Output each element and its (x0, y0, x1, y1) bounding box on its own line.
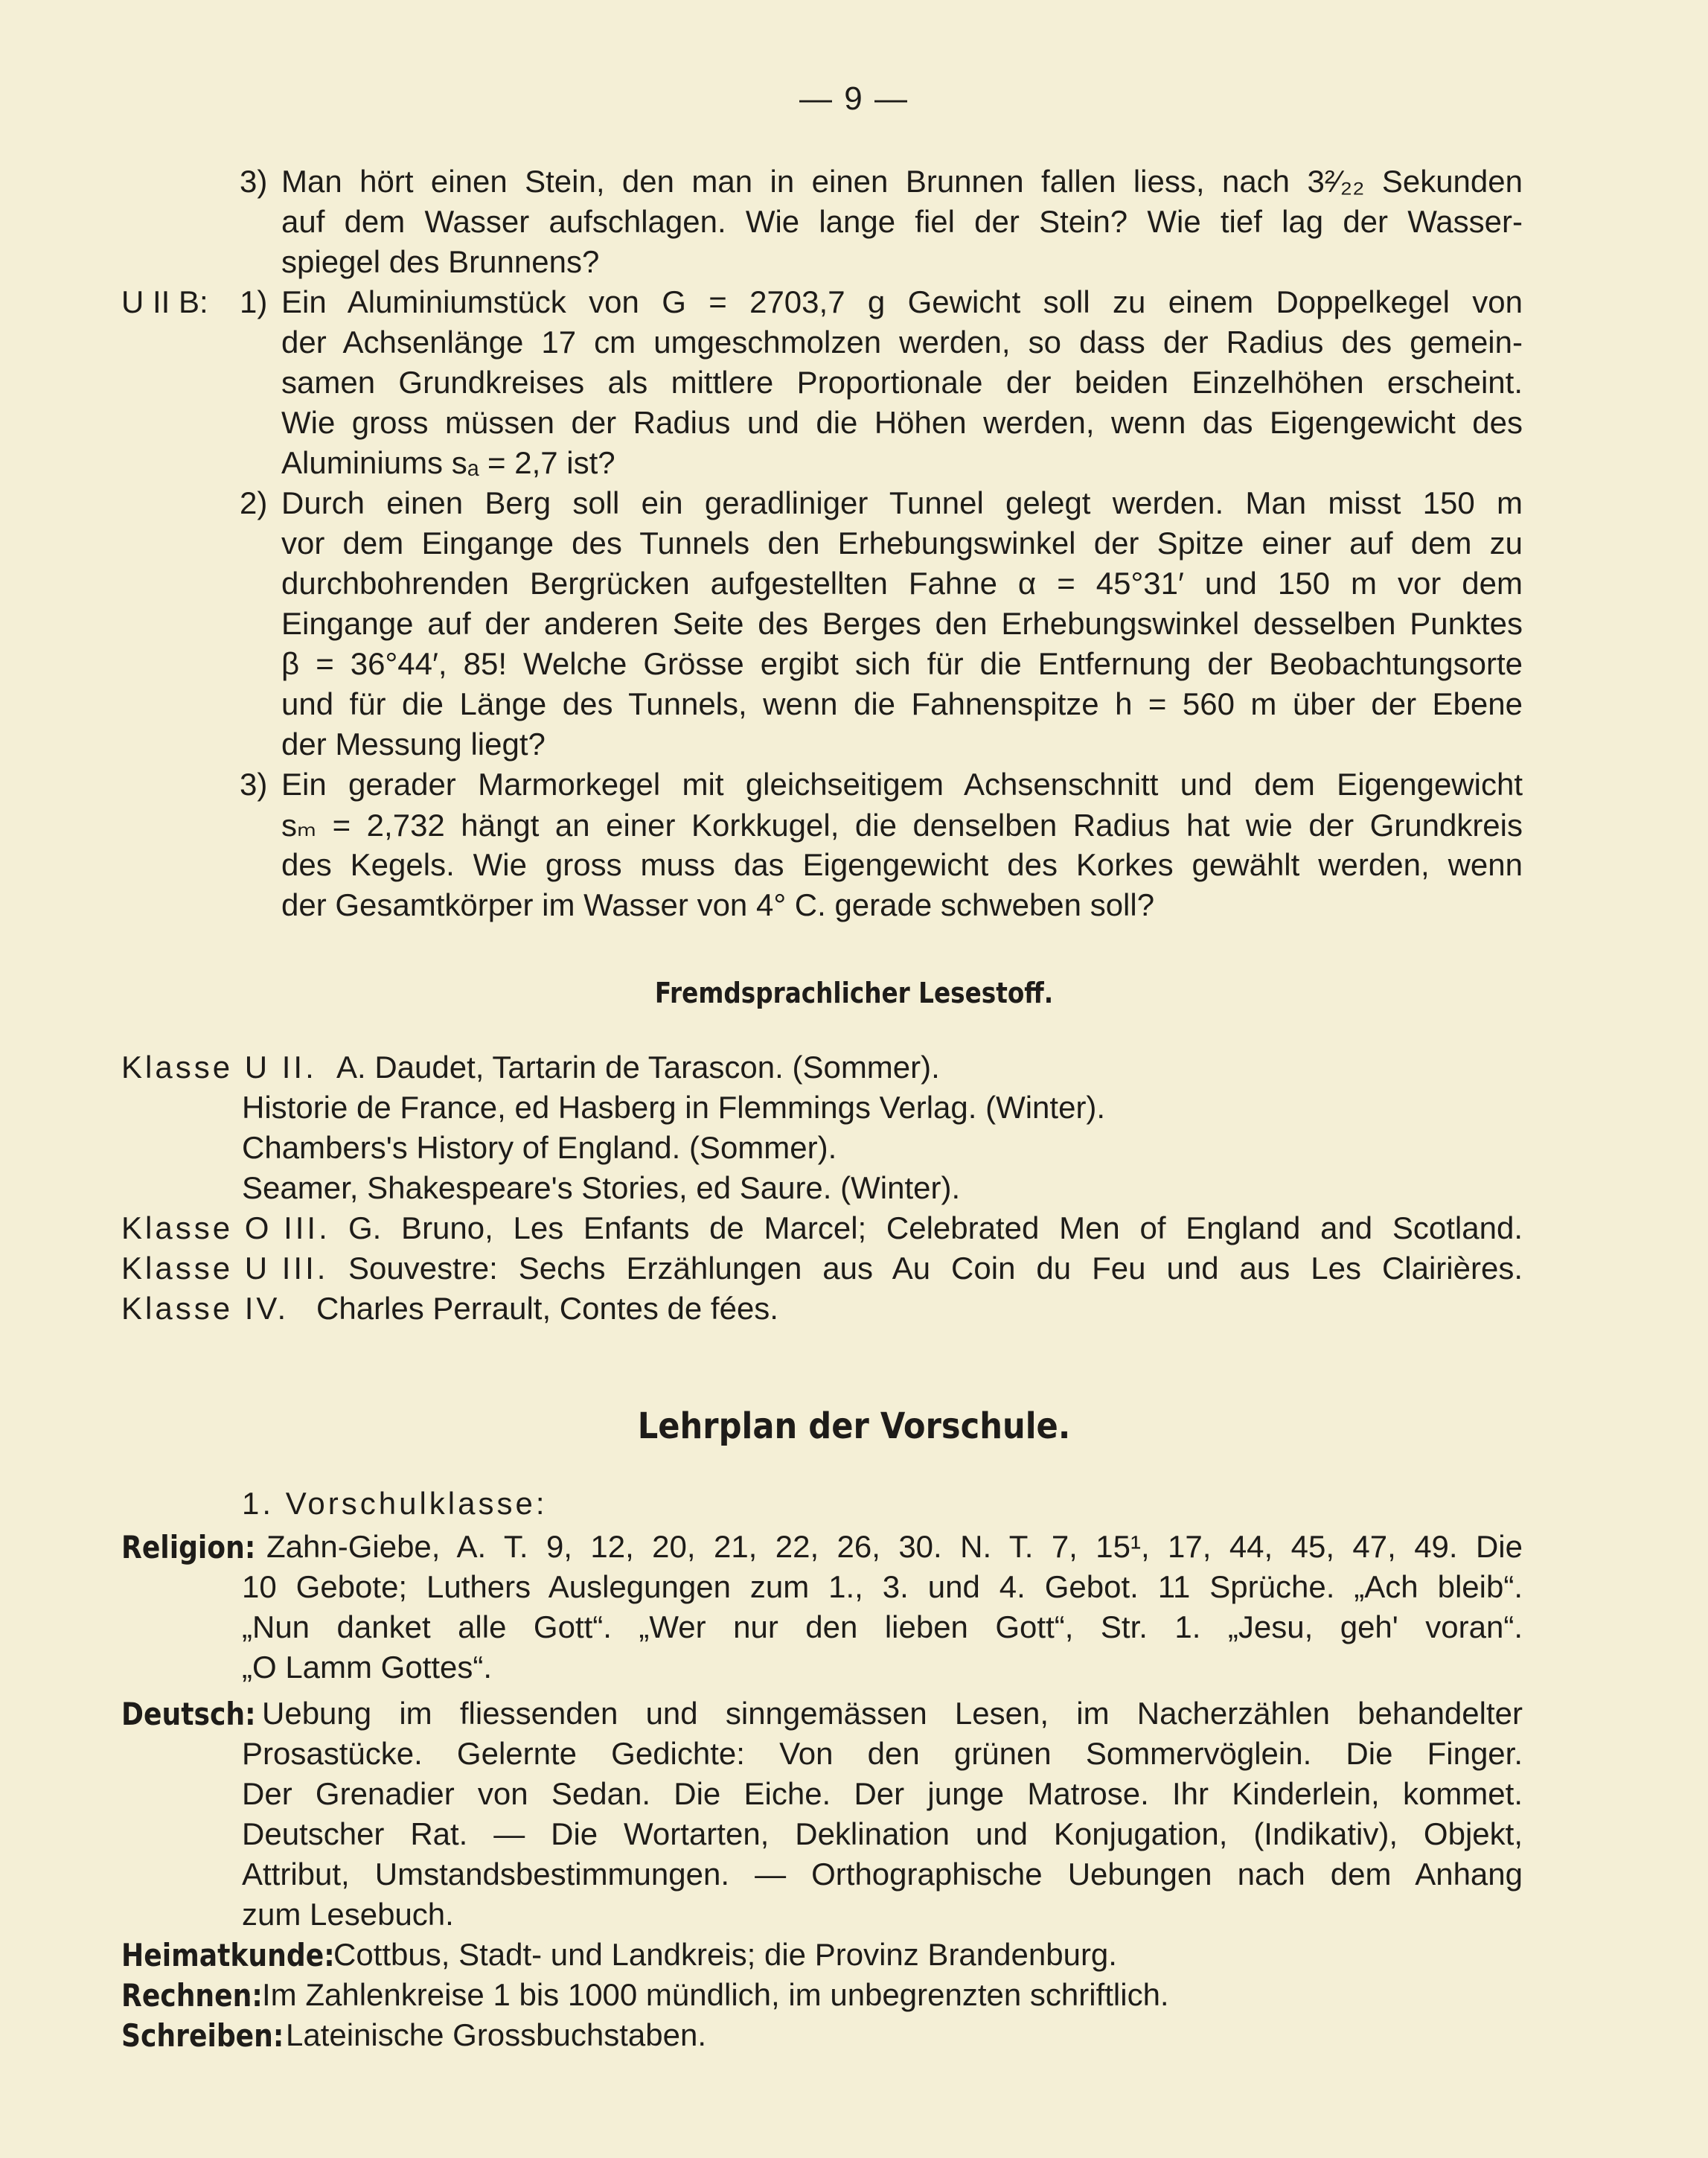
reading-entry: Chambers's History of England. (Sommer). (242, 1130, 837, 1165)
klasse-label: Klasse O III. (121, 1210, 330, 1245)
problem-line: durchbohrenden Bergrücken aufgestellten Fahne α = 45°31′ und 150 m vor dem (281, 566, 1523, 601)
subject-label-heimatkunde: Heimatkunde: (121, 1937, 335, 1973)
subject-line: Der Grenadier von Sedan. Die Eiche. Der junge Matrose. Ihr Kinderlein, kommet. (242, 1776, 1523, 1811)
problem-line: β = 36°44′, 85! Welche Grösse ergibt sich für die Entfernung der Beobachtungsorte (281, 646, 1523, 681)
problem-number: 1) (240, 284, 268, 319)
problem-line: Aluminiums sₐ = 2,7 ist? (281, 445, 615, 480)
problem-line: sₘ = 2,732 hängt an einer Korkkugel, die denselben Radius hat wie der Grundkreis (281, 808, 1523, 843)
subject-line: Attribut, Umstandsbestimmungen. — Orthographische Uebungen nach dem Anhang (242, 1857, 1523, 1892)
problem-line: der Gesamtkörper im Wasser von 4° C. gerade schweben soll? (281, 887, 1155, 922)
problem-line: des Kegels. Wie gross muss das Eigengewicht des Korkes gewählt werden, wenn (281, 847, 1523, 882)
subject-line: 10 Gebote; Luthers Auslegungen zum 1., 3. und 4. Gebot. 11 Sprüche. „Ach bleib“. (242, 1569, 1523, 1604)
section-heading-vorschule: Lehrplan der Vorschule. (637, 1405, 1071, 1447)
subject-label-rechnen: Rechnen: (121, 1977, 263, 2014)
problem-line: und für die Länge des Tunnels, wenn die Fahnenspitze h = 560 m über der Ebene (281, 686, 1523, 721)
problem-line: Ein Aluminiumstück von G = 2703,7 g Gewicht soll zu einem Doppelkegel von (281, 284, 1523, 319)
subject-label-religion: Religion: (121, 1529, 256, 1565)
subject-line: „Nun danket alle Gott“. „Wer nur den lieben Gott“, Str. 1. „Jesu, geh' voran“. (242, 1609, 1523, 1644)
page-number: — 9 — (799, 80, 909, 117)
subject-label-deutsch: Deutsch: (121, 1696, 256, 1732)
klasse-label: Klasse U II. (121, 1050, 317, 1085)
reading-entry: Souvestre: Sechs Erzählungen aus Au Coin du Feu und aus Les Clairières. (348, 1251, 1523, 1286)
subject-line: Zahn-Giebe, A. T. 9, 12, 20, 21, 22, 26, 30. N. T. 7, 15¹, 17, 44, 45, 47, 49. Die (266, 1529, 1523, 1564)
reading-entry: Seamer, Shakespeare's Stories, ed Saure. (Winter). (242, 1170, 961, 1205)
problem-line: spiegel des Brunnens? (281, 244, 600, 279)
subject-label-schreiben: Schreiben: (121, 2017, 284, 2054)
section-heading-fremdsprachlich: Fremdsprachlicher Lesestoff. (654, 977, 1054, 1009)
class-label-uiib: U II B: (121, 284, 208, 319)
problem-number: 3) (240, 164, 268, 199)
problem-line: samen Grundkreises als mittlere Proportionale der beiden Einzelhöhen erscheint. (281, 365, 1523, 400)
reading-entry: Historie de France, ed Hasberg in Flemmings Verlag. (Winter). (242, 1090, 1106, 1125)
subject-line: Prosastücke. Gelernte Gedichte: Von den grünen Sommervöglein. Die Finger. (242, 1736, 1523, 1771)
subject-line: Deutscher Rat. — Die Wortarten, Deklination und Konjugation, (Indikativ), Objekt, (242, 1816, 1523, 1851)
subject-line: Im Zahlenkreise 1 bis 1000 mündlich, im unbegrenzten schriftlich. (262, 1977, 1169, 2012)
problem-line: Man hört einen Stein, den man in einen Brunnen fallen liess, nach 3²⁄₂₂ Sekunden (281, 164, 1523, 199)
problem-number: 3) (240, 767, 268, 802)
klasse-label: Klasse U III. (121, 1251, 329, 1286)
problem-line: Durch einen Berg soll ein geradliniger Tunnel gelegt werden. Man misst 150 m (281, 485, 1523, 520)
problem-line: der Achsenlänge 17 cm umgeschmolzen werden, so dass der Radius des gemein- (281, 325, 1523, 360)
problem-line: Ein gerader Marmorkegel mit gleichseitigem Achsenschnitt und dem Eigengewicht (281, 767, 1523, 802)
problem-line: vor dem Eingange des Tunnels den Erhebungswinkel der Spitze einer auf dem zu (281, 526, 1523, 561)
problem-line: Wie gross müssen der Radius und die Höhen werden, wenn das Eigengewicht des (281, 405, 1523, 440)
problem-line: auf dem Wasser aufschlagen. Wie lange fiel der Stein? Wie tief lag der Wasser- (281, 204, 1523, 239)
reading-entry: A. Daudet, Tartarin de Tarascon. (Sommer). (336, 1050, 940, 1085)
reading-entry: G. Bruno, Les Enfants de Marcel; Celebrated Men of England and Scotland. (348, 1210, 1523, 1245)
reading-entry: Charles Perrault, Contes de fées. (316, 1291, 778, 1326)
problem-line: der Messung liegt? (281, 727, 546, 762)
klasse-label: Klasse IV. (121, 1291, 290, 1326)
problem-line: Eingange auf der anderen Seite des Berges den Erhebungswinkel desselben Punktes (281, 606, 1523, 641)
subject-line: Cottbus, Stadt- und Landkreis; die Provinz Brandenburg. (333, 1937, 1117, 1972)
problem-number: 2) (240, 485, 268, 520)
subject-line: „O Lamm Gottes“. (242, 1650, 493, 1685)
subheading-vorschulklasse: 1. Vorschulklasse: (242, 1486, 548, 1521)
subject-line: Lateinische Grossbuchstaben. (286, 2017, 707, 2052)
subject-line: zum Lesebuch. (242, 1897, 454, 1932)
subject-line: Uebung im fliessenden und sinngemässen Lesen, im Nacherzählen behandelter (262, 1696, 1523, 1731)
